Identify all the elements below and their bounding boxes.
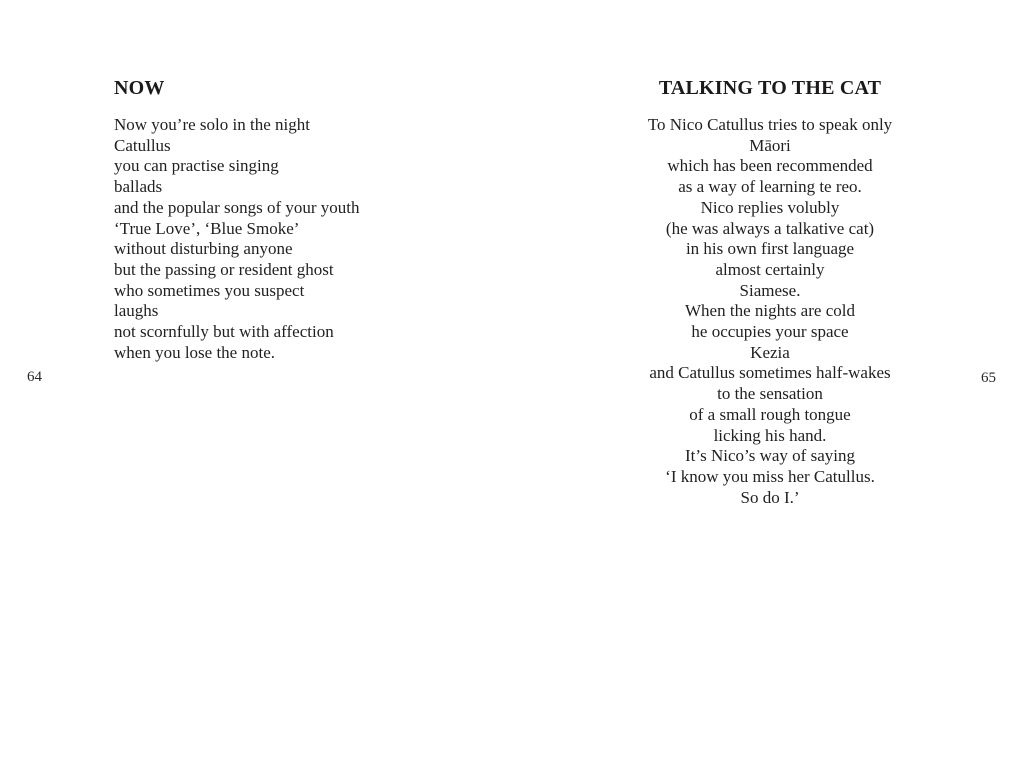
- poem-line: When the nights are cold: [685, 301, 855, 321]
- poem-line: laughs: [114, 301, 159, 321]
- poem-line: So do I.’: [740, 487, 800, 507]
- poem-line: which has been recommended: [667, 156, 873, 176]
- poem-line: in his own first language: [685, 239, 855, 259]
- poem-line: not scornfully but with affection: [114, 322, 334, 342]
- poem-line: licking his hand.: [713, 425, 827, 445]
- poem-line: ‘True Love’, ‘Blue Smoke’: [114, 218, 300, 238]
- poem-line: when you lose the note.: [114, 342, 275, 362]
- poem-line: Now you’re solo in the night: [114, 115, 310, 134]
- poem-line: without disturbing anyone: [114, 239, 293, 259]
- poem-line: who sometimes you suspect: [114, 280, 305, 300]
- poem-line: almost certainly: [715, 259, 825, 279]
- poem-line: to the sensation: [717, 384, 823, 404]
- page-number-right: 65: [981, 370, 996, 386]
- poem-line: you can practise singing: [114, 156, 279, 176]
- poem-line: To Nico Catullus tries to speak only: [647, 115, 893, 134]
- poem-line: and Catullus sometimes half-wakes: [649, 363, 891, 383]
- poem-title-now: NOW: [114, 77, 165, 100]
- poem-body-right: [600, 115, 940, 508]
- poem-line: of a small rough tongue: [689, 404, 851, 424]
- poem-line: but the passing or resident ghost: [114, 259, 334, 279]
- poem-line: he occupies your space: [691, 322, 849, 342]
- poem-line: Catullus: [114, 135, 171, 155]
- page-number-left: 64: [27, 369, 42, 385]
- poem-line: ‘I know you miss her Catullus.: [665, 466, 875, 486]
- poem-line: ballads: [114, 177, 163, 197]
- poem-title-talking-to-the-cat: TALKING TO THE CAT: [658, 77, 882, 100]
- poem-line: (he was always a talkative cat): [665, 218, 875, 238]
- poem-line: Siamese.: [739, 280, 801, 300]
- poem-line: Nico replies volubly: [700, 197, 840, 217]
- poem-body-left: [114, 115, 360, 363]
- poem-line: and the popular songs of your youth: [114, 197, 360, 217]
- poem-line: Māori: [749, 135, 791, 155]
- poem-line: as a way of learning te reo.: [678, 177, 862, 197]
- poem-line: Kezia: [750, 342, 790, 362]
- poem-line: It’s Nico’s way of saying: [685, 446, 855, 466]
